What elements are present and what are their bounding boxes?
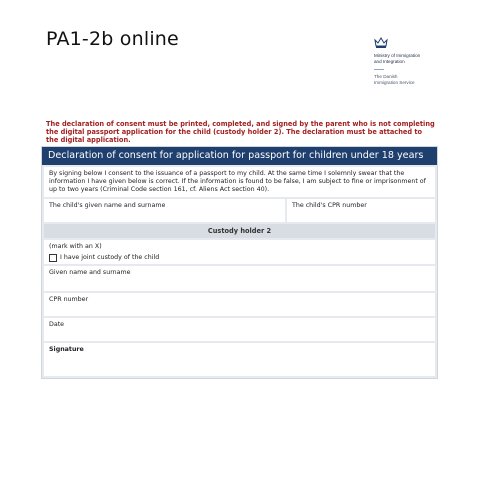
date-label: Date <box>49 321 65 328</box>
form-heading: Declaration of consent for application for passport for children under 18 years <box>42 147 437 165</box>
cpr-number-field[interactable] <box>44 293 435 316</box>
child-name-field[interactable] <box>44 199 285 222</box>
declaration-text: By signing below I consent to the issuance of a passport to my child. At the same time I solemnly swear that the information I have given below is correct. If the information is found to be false, I am subject to fine or imprisonment of up to two years (Criminal Code section 161, cf. Aliens Act section 40). <box>44 167 435 197</box>
given-name-field[interactable] <box>44 266 435 291</box>
child-cpr-label: The child's CPR number <box>292 202 367 209</box>
joint-custody-option[interactable] <box>49 254 430 262</box>
joint-custody-cell <box>44 240 435 264</box>
child-info-row <box>44 199 435 222</box>
child-name-label: The child's given name and surname <box>49 202 166 209</box>
logo-divider <box>374 69 384 70</box>
service-line-1: The Danish <box>374 74 398 79</box>
page-title: PA1-2b online <box>46 28 179 50</box>
joint-custody-label: I have joint custody of the child <box>60 254 160 261</box>
ministry-logo <box>374 34 444 86</box>
cpr-number-label: CPR number <box>49 296 89 303</box>
mark-hint: (mark with an X) <box>49 243 102 250</box>
consent-form <box>41 146 438 379</box>
signature-label: Signature <box>49 346 84 353</box>
danish-crown-icon <box>374 37 388 49</box>
custody-holder-heading: Custody holder 2 <box>44 224 435 238</box>
ministry-line-2: and Integration <box>374 59 405 64</box>
joint-custody-checkbox[interactable] <box>49 254 57 262</box>
ministry-line-1: Ministry of Immigration <box>374 53 421 58</box>
date-field[interactable] <box>44 318 435 341</box>
consent-notice: The declaration of consent must be printed, completed, and signed by the parent who is not completing the digital passport application for the child (custody holder 2). The declaration must be attached to the digital application. <box>46 120 435 145</box>
child-cpr-field[interactable] <box>287 199 435 222</box>
service-line-2: Immigration Service <box>374 80 415 85</box>
given-name-label: Given name and surname <box>49 269 131 276</box>
signature-field[interactable] <box>44 343 435 376</box>
